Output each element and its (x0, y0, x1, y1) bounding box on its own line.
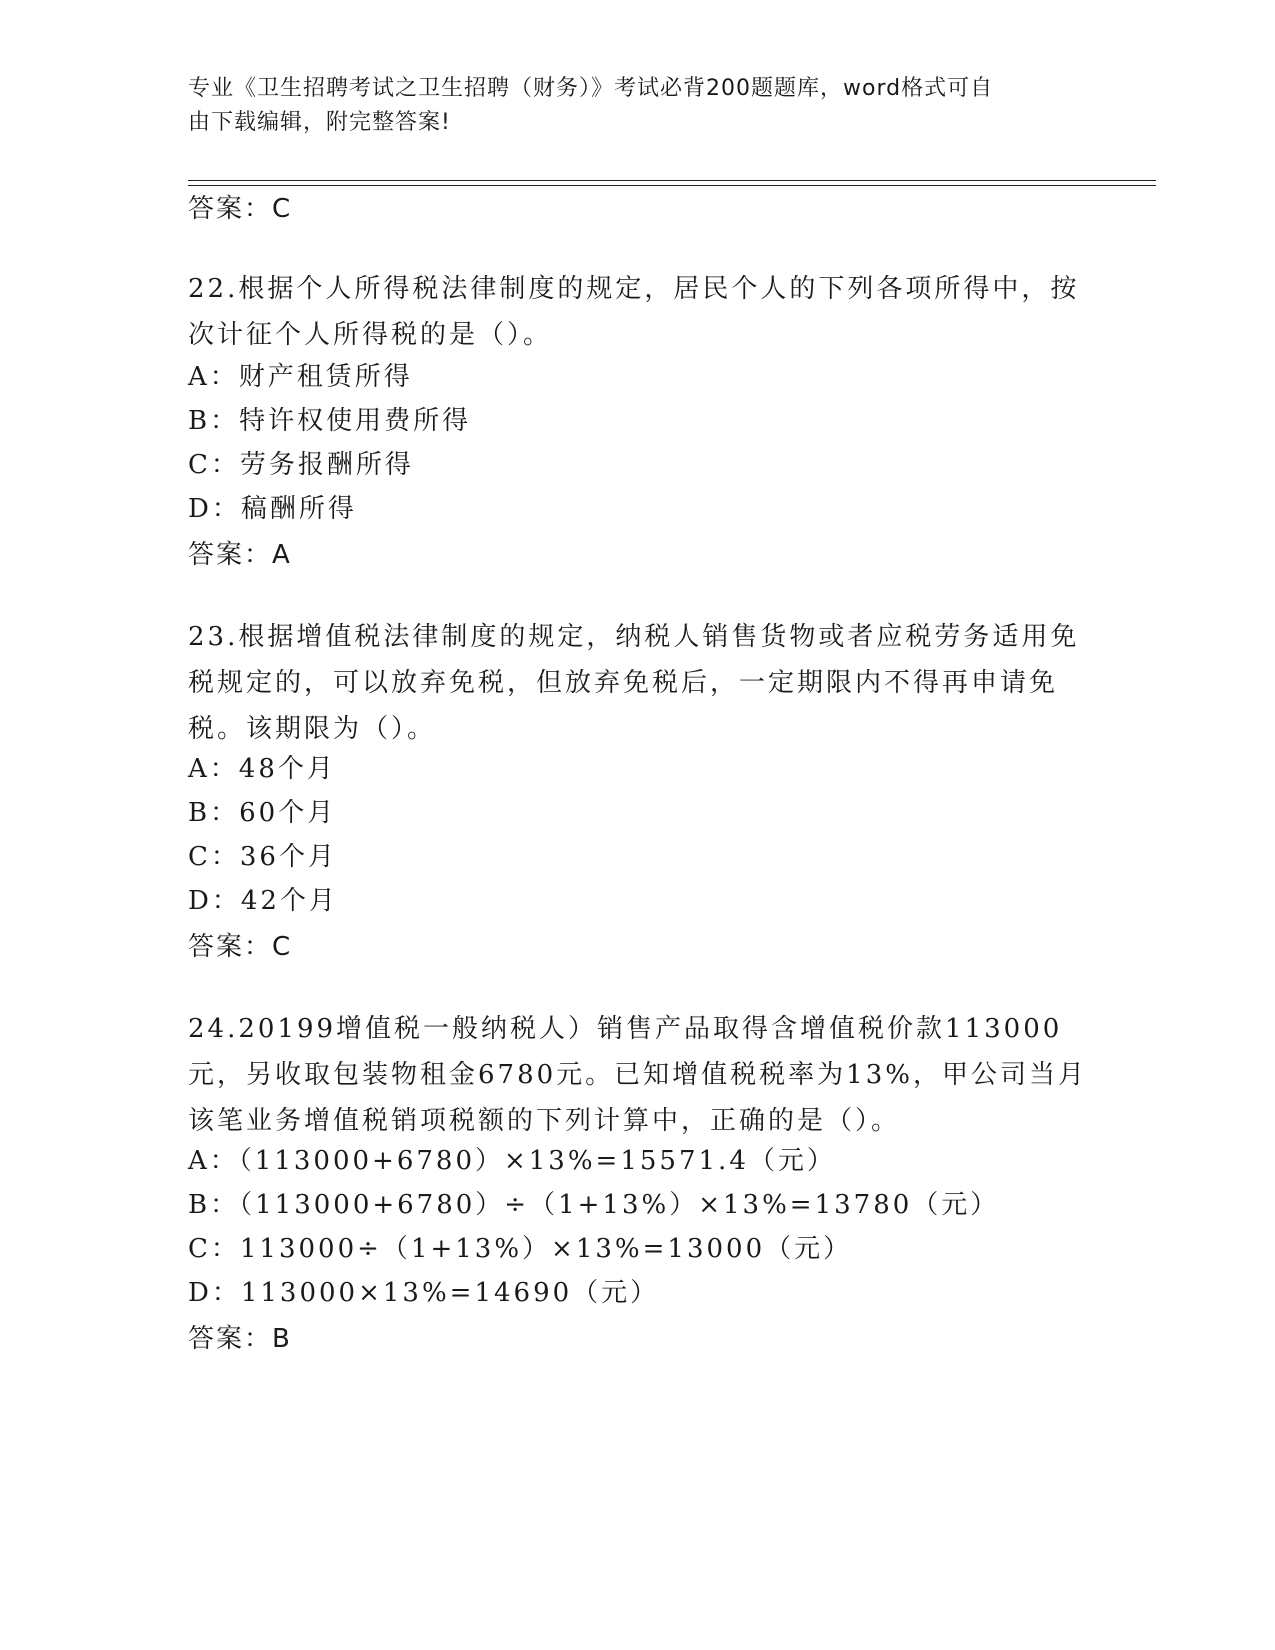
question-stem-24: 24.20199增值税一般纳税人）销售产品取得含增值税价款113000元，另收取包装物租金6780元。已知增值税税率为13%，甲公司当月该笔业务增值税销项税额的下列计算中，正确的是（）。 (188, 1014, 1087, 1136)
header-divider-bottom (188, 185, 1156, 186)
document-header: 专业《卫生招聘考试之卫生招聘（财务）》考试必背200题题库，word格式可自 由下载编辑，附完整答案! (188, 76, 994, 135)
answer-24: 答案：B (188, 1324, 292, 1354)
previous-answer: 答案：C (188, 194, 293, 224)
option-d: D：稿酬所得 (188, 494, 357, 524)
option-c: C：劳务报酬所得 (188, 450, 414, 480)
answer-22: 答案：A (188, 540, 292, 570)
answer-23: 答案：C (188, 932, 293, 962)
option-d: D：42个月 (188, 886, 338, 916)
question-stem-23: 23.根据增值税法律制度的规定，纳税人销售货物或者应税劳务适用免税规定的，可以放弃免税，但放弃免税后，一定期限内不得再申请免税。该期限为（）。 (188, 622, 1080, 744)
option-b: B：（113000+6780）÷（1+13%）×13%=13780（元） (188, 1190, 1000, 1220)
option-a: A：48个月 (188, 754, 336, 784)
option-c: C：36个月 (188, 842, 337, 872)
question-stem-22: 22.根据个人所得税法律制度的规定，居民个人的下列各项所得中，按次计征个人所得税的是（）。 (188, 274, 1080, 350)
option-c: C：113000÷（1+13%）×13%=13000（元） (188, 1234, 853, 1264)
option-b: B：60个月 (188, 798, 337, 828)
option-a: A：财产租赁所得 (188, 362, 413, 392)
option-a: A：（113000+6780）×13%=15571.4（元） (188, 1146, 836, 1176)
option-d: D：113000×13%=14690（元） (188, 1278, 660, 1308)
option-b: B：特许权使用费所得 (188, 406, 472, 436)
header-divider-top (188, 180, 1156, 181)
